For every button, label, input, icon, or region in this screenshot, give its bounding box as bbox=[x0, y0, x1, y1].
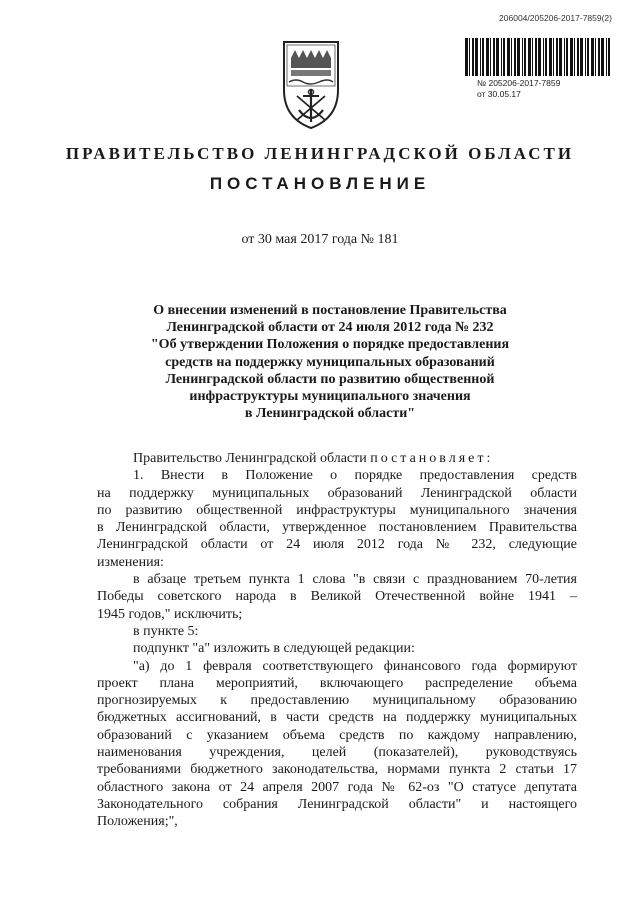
resolution-intro bbox=[97, 450, 577, 467]
body-line: по развитию общественной инфраструктуры муниципального значения bbox=[97, 502, 577, 518]
body-line: областного закона от 24 апреля 2007 года № 62-оз "О статусе депутата bbox=[97, 779, 577, 795]
document-date-number: от 30 мая 2017 года № 181 bbox=[241, 232, 399, 247]
body-line: бюджетных ассигнований, в части средств на поддержку муниципальных bbox=[97, 710, 577, 726]
body-line: на поддержку муниципальных образований Ленинградской области bbox=[97, 485, 577, 501]
body-line: в пункте 5: bbox=[133, 623, 199, 639]
barcode-icon bbox=[463, 38, 613, 76]
body-line: 1945 годов," исключить; bbox=[97, 606, 243, 622]
body-line: в Ленинградской области, утвержденное постановлением Правительства bbox=[97, 520, 577, 536]
subject-line: Ленинградской области по развитию общественной bbox=[165, 371, 495, 387]
subject-line: инфраструктуры муниципального значения bbox=[189, 389, 471, 405]
document-subject bbox=[100, 302, 560, 422]
body-line: проект плана мероприятий, включающего распределение объема bbox=[97, 675, 577, 691]
body-line: "а) до 1 февраля соответствующего финансового года формируют bbox=[133, 658, 577, 674]
barcode-block bbox=[463, 38, 613, 100]
subject-line: средств на поддержку муниципальных образований bbox=[165, 354, 495, 370]
body-line: прогнозируемых к предоставлению муниципальному образованию bbox=[97, 693, 577, 709]
subject-line: Ленинградской области от 24 июля 2012 года № 232 bbox=[166, 320, 494, 336]
body-line: изменения: bbox=[97, 554, 164, 570]
top-registration-code: 206004/205206-2017-7859(2) bbox=[499, 13, 612, 23]
subject-line: О внесении изменений в постановление Правительства bbox=[153, 303, 507, 318]
body-line: подпункт "а" изложить в следующей редакции: bbox=[133, 641, 415, 657]
body-line: требованиями бюджетного законодательства, нормами пункта 2 статьи 17 bbox=[97, 762, 577, 778]
registration-date: от 30.05.17 bbox=[477, 89, 521, 99]
registration-number: № 205206-2017-7859 bbox=[477, 78, 561, 88]
intro-resolves: постановляет: bbox=[370, 451, 494, 466]
document-type: ПОСТАНОВЛЕНИЕ bbox=[209, 174, 431, 193]
body-line: Ленинградской области от 24 июля 2012 года № 232, следующие bbox=[97, 537, 577, 553]
body-line: в абзаце третьем пункта 1 слова "в связи с празднованием 70-летия bbox=[133, 572, 577, 588]
subject-line: в Ленинградской области" bbox=[244, 406, 416, 422]
body-line: образований с указанием объема средств по каждому направлению, bbox=[97, 727, 577, 743]
intro-prefix: Правительство Ленинградской области bbox=[133, 451, 367, 466]
body-line: Победы советского народа в Великой Отечественной войне 1941 – bbox=[97, 589, 577, 605]
body-line: Законодательного собрания Ленинградской области" и настоящего bbox=[97, 796, 577, 812]
body-line: Положения;", bbox=[97, 814, 178, 830]
document-body bbox=[97, 450, 577, 831]
leningrad-region-coat-of-arms-icon bbox=[281, 38, 341, 130]
body-line: наименования учреждения, целей (показателей), руководствуясь bbox=[97, 745, 577, 761]
subject-line: "Об утверждении Положения о порядке предоставления bbox=[150, 337, 510, 353]
body-line: 1. Внести в Положение о порядке предоставления средств bbox=[133, 468, 577, 484]
government-title: ПРАВИТЕЛЬСТВО ЛЕНИНГРАДСКОЙ ОБЛАСТИ bbox=[65, 144, 575, 163]
